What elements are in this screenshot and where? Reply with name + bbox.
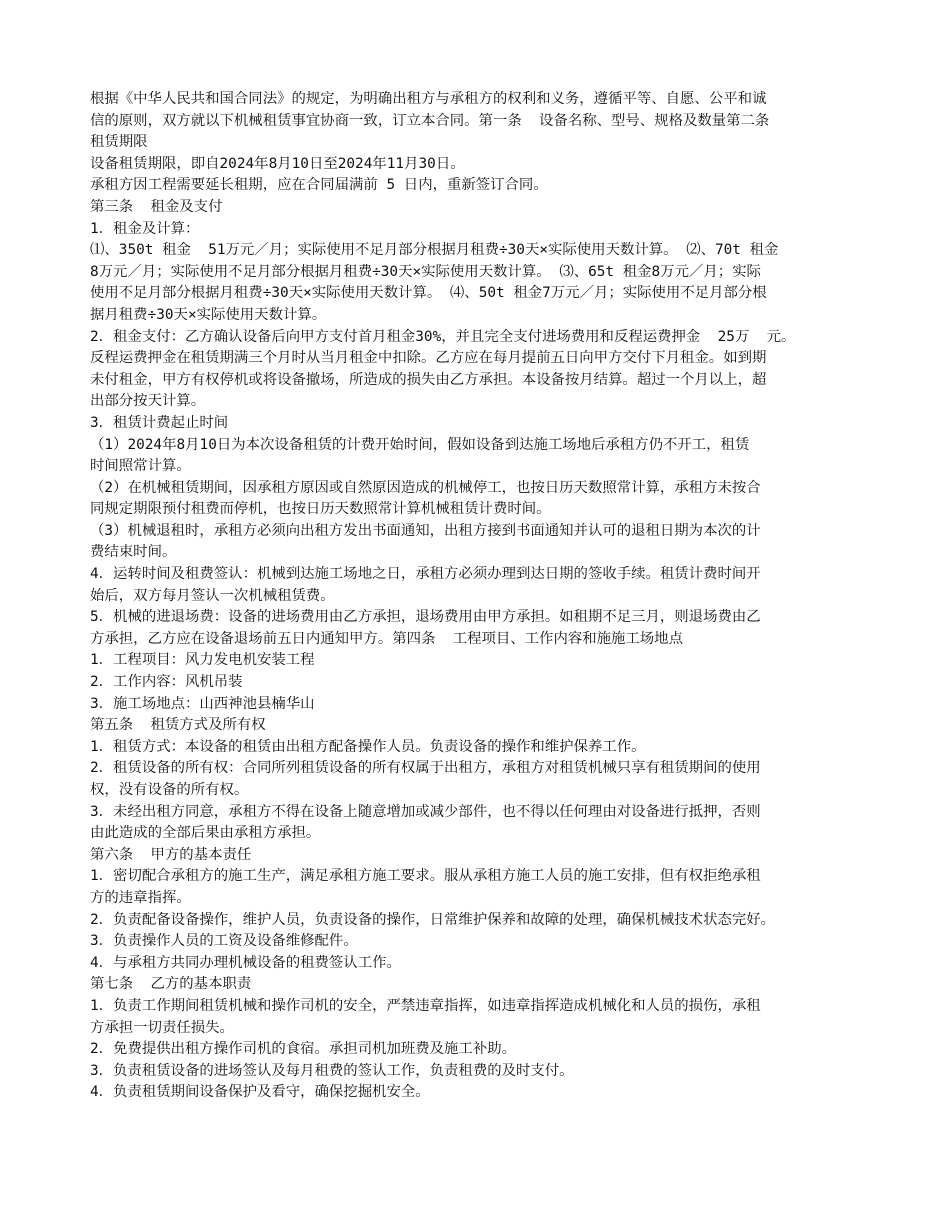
section-heading: 第六条 甲方的基本责任 xyxy=(90,846,252,863)
text-line: 权，没有设备的所有权。 xyxy=(90,782,249,798)
contract-document xyxy=(90,89,870,1104)
text-line: 使用不足月部分根据月租费÷30天×实际使用天数计算。 ⑷、50t 租金7万元／月；实际使用不足月部分根 xyxy=(90,285,767,302)
text-line: 方承担，乙方应在设备退场前五日内通知甲方。第四条 工程项目、工作内容和施施工场地点 xyxy=(90,630,683,647)
text-line: 始后，双方每月签认一次机械租赁费。 xyxy=(90,587,335,604)
text-line: 方的违章指挥。 xyxy=(90,889,191,906)
section-heading: 第五条 租赁方式及所有权 xyxy=(90,717,266,734)
text-line: 1．负责工作期间租赁机械和操作司机的安全，严禁违章指挥，如违章指挥造成机械化和人员的损伤，承租 xyxy=(90,997,761,1014)
text-line: 3．负责操作人员的工资及设备维修配件。 xyxy=(90,933,358,950)
text-line: ⑴、350t 租金 51万元／月；实际使用不足月部分根据月租费÷30天×实际使用天数计算。 ⑵、70t 租金 xyxy=(90,242,779,259)
text-line: 5．机械的进退场费：设备的进场费用由乙方承担，退场费用由甲方承担。如租期不足三月，则退场费由乙 xyxy=(90,609,761,626)
text-line: 时间照常计算。 xyxy=(90,458,191,475)
text-line: 出部分按天计算。 xyxy=(90,393,206,410)
text-line: 费结束时间。 xyxy=(90,544,177,561)
text-line: 2．负责配备设备操作，维护人员，负责设备的操作，日常维护保养和故障的处理，确保机械技术状态完好。 xyxy=(90,911,776,928)
text-line: （1）2024年8月10日为本次设备租赁的计费开始时间，假如设备到达施工场地后承租方仍不开工，租赁 xyxy=(90,436,750,453)
text-line: 同规定期限预付租费而停机，也按日历天数照常计算机械租赁计费时间。 xyxy=(90,501,551,518)
text-line: 承租方因工程需要延长租期，应在合同届满前 5 日内，重新签订合同。 xyxy=(90,177,548,194)
text-line: （2）在机械租赁期间，因承租方原因或自然原因造成的机械停工，也按日历天数照常计算，承租方未按合 xyxy=(90,479,761,496)
text-line: 4．运转时间及租费签认：机械到达施工场地之日，承租方必须办理到达日期的签收手续。租赁计费时间开 xyxy=(90,566,761,583)
text-line: 1．工程项目：风力发电机安装工程 xyxy=(90,652,315,669)
text-line: 1．租赁方式：本设备的租赁由出租方配备操作人员。负责设备的操作和维护保养工作。 xyxy=(90,738,646,755)
text-line: 根据《中华人民共和国合同法》的规定，为明确出租方与承租方的权利和义务，遵循平等、自愿、公平和诚 xyxy=(90,91,767,107)
text-line: 反程运费押金在租赁期满三个月时从当月租金中扣除。乙方应在每月提前五日向甲方交付下月租金。如到期 xyxy=(90,350,767,367)
text-line: 1．密切配合承租方的施工生产，满足承租方施工要求。服从承租方施工人员的施工安排，但有权拒绝承租 xyxy=(90,868,761,885)
text-line: 由此造成的全部后果由承租方承担。 xyxy=(90,825,321,842)
text-line: 4．与承租方共同办理机械设备的租费签认工作。 xyxy=(90,954,401,971)
text-line: 方承担一切责任损失。 xyxy=(90,1019,234,1036)
text-line: 8万元／月；实际使用不足月部分根据月租费÷30天×实际使用天数计算。 ⑶、65t 租金8万元／月；实际 xyxy=(90,263,761,280)
text-line: 1．租金及计算： xyxy=(90,220,200,237)
text-line: 3．负责租赁设备的进场签认及每月租费的签认工作，负责租费的及时支付。 xyxy=(90,1062,574,1079)
text-line: 3．施工场地点：山西神池县楠华山 xyxy=(90,695,315,712)
text-line: 2．租金支付：乙方确认设备后向甲方支付首月租金30%，并且完全支付进场费用和反程运费押金 25万 元。 xyxy=(90,328,796,345)
text-line: 2．租赁设备的所有权：合同所列租赁设备的所有权属于出租方，承租方对租赁机械只享有租赁期间的使用 xyxy=(90,760,761,777)
text-line: （3）机械退租时，承租方必须向出租方发出书面通知，出租方接到书面通知并认可的退租日期为本次的计 xyxy=(90,522,761,539)
text-line: 2．免费提供出租方操作司机的食宿。承担司机加班费及施工补助。 xyxy=(90,1041,516,1058)
text-line: 信的原则，双方就以下机械租赁事宜协商一致，订立本合同。第一条 设备名称、型号、规格及数量第二条 xyxy=(90,112,770,129)
text-line: 4．负责租赁期间设备保护及看守，确保挖掘机安全。 xyxy=(90,1084,430,1101)
text-line: 3．租赁计费起止时间 xyxy=(90,414,229,431)
text-line: 2．工作内容：风机吊装 xyxy=(90,674,243,691)
section-heading: 第七条 乙方的基本职责 xyxy=(90,976,252,993)
text-line: 未付租金，甲方有权停机或将设备撤场，所造成的损失由乙方承担。本设备按月结算。超过一个月以上，超 xyxy=(90,371,767,388)
text-line: 租赁期限 xyxy=(90,134,148,151)
text-line: 据月租费÷30天×实际使用天数计算。 xyxy=(90,306,327,323)
text-line: 3．未经出租方同意，承租方不得在设备上随意增加或减少部件，也不得以任何理由对设备进行抵押，否则 xyxy=(90,803,761,820)
text-line: 设备租赁期限，即自2024年8月10日至2024年11月30日。 xyxy=(90,155,465,172)
section-heading: 第三条 租金及支付 xyxy=(90,198,223,215)
